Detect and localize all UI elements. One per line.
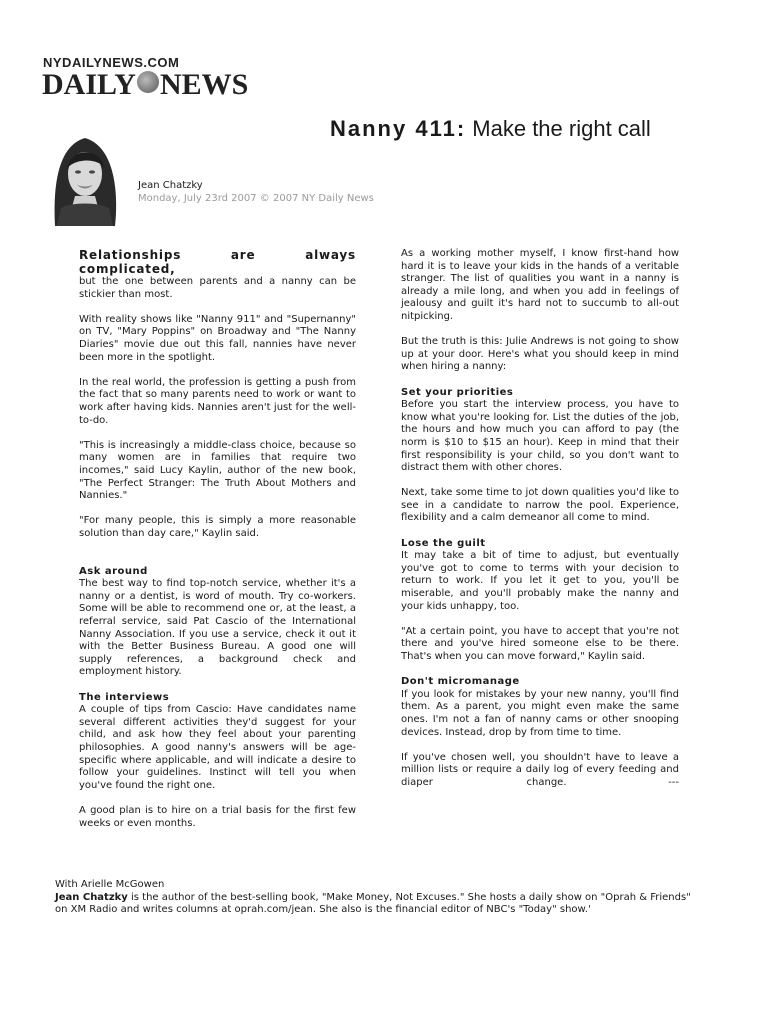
paragraph: Before you start the interview process, you have to know what you're looking for. List the duties of the job, the hours and how much you can afford to pay (the norm is $10 to $15 an hour). Keep in mind that their first responsibility is your child, so you don't want to distract them with other chores. [401, 399, 679, 474]
dateline: Monday, July 23rd 2007 © 2007 NY Daily News [138, 193, 374, 204]
contributor-line: With Arielle McGowen [55, 879, 165, 890]
paragraph: If you look for mistakes by your new nanny, you'll find them. As a parent, you might even make the same ones. I'm not a fan of nanny cams or other snooping devices. Instead, drop by from time to time. [401, 688, 679, 738]
paragraph: In the real world, the profession is getting a push from the fact that so many parents need to work or want to work after having kids. Nannies aren't just for the well-to-do. [79, 376, 356, 426]
paragraph: Next, take some time to jot down qualities you'd like to see in a candidate to narrow the pool. Experience, flexibility and a calm demeanor all come to mind. [401, 487, 679, 524]
logo-right-text: NEWS [159, 68, 249, 101]
final-text: If you've chosen well, you shouldn't have to leave a million lists or require a daily log of every feeding and diaper change. [401, 751, 679, 788]
paragraph: "This is increasingly a middle-class choice, because so many women are in families that require two incomes," said Lucy Kaylin, author of the new book, "The Perfect Stranger: The Truth About Mothers and Nannies." [79, 439, 356, 502]
right-column [401, 248, 679, 802]
headline-sub: Make the right call [466, 116, 651, 141]
subheading-interviews: The interviews [79, 691, 170, 703]
paragraph-final [401, 752, 679, 790]
end-mark: --- [668, 776, 679, 788]
author-bio [55, 879, 695, 917]
lead-paragraph: but the one between parents and a nanny can be stickier than most. [79, 276, 356, 300]
subheading-guilt: Lose the guilt [401, 537, 486, 549]
paragraph: It may take a bit of time to adjust, but eventually you've got to come to terms with your decision to return to work. If you let it get to you, you'll be miserable, and you'll probably make the nanny and your kids unhappy, too. [401, 550, 679, 612]
paragraph: A couple of tips from Cascio: Have candidates name several different activities they'd suggest for your child, and ask how they feel about your parenting philosophies. A good nanny's answers will be age-specific where applicable, and will indicate a desire to follow your guidelines. Instinct will tell you when you've found the right one. [79, 704, 356, 791]
globe-icon [137, 71, 159, 93]
bio-rest: is the author of the best-selling book, "Make Money, Not Excuses." She hosts a daily show on "Oprah & Friends" on XM Radio and writes columns at oprah.com/jean. She also is the financial editor of NBC's "Today" show.' [55, 891, 691, 916]
daily-news-logo [42, 70, 248, 100]
subheading-micromanage: Don't micromanage [401, 676, 520, 688]
subheading-priorities: Set your priorities [401, 386, 514, 398]
paragraph: "At a certain point, you have to accept that you're not there and you've hired someone else to be there. That's when you can move forward," Kaylin said. [401, 625, 679, 662]
logo-left-text: DAILY [42, 68, 136, 101]
article-headline [330, 116, 651, 142]
paragraph: The best way to find top-notch service, whether it's a nanny or a dentist, is word of mouth. Try co-workers. Some will be able to recommend one or, at the least, a referral service, said Pat Cascio of the International Nanny Association. If you use a service, check it out it with the Better Business Bureau. A good one will supply references, a background check and employment history. [79, 578, 356, 678]
author-byline: Jean Chatzky [138, 180, 203, 191]
bio-text [55, 892, 695, 917]
paragraph: With reality shows like "Nanny 911" and "Supernanny" on TV, "Mary Poppins" on Broadway and "The Nanny Diaries" movie due out this fall, nannies have never been more in the spotlight. [79, 313, 356, 363]
left-column [79, 248, 356, 843]
subheading-ask-around: Ask around [79, 565, 148, 577]
paragraph: A good plan is to hire on a trial basis for the first few weeks or even months. [79, 804, 356, 829]
paragraph: As a working mother myself, I know first-hand how hard it is to leave your kids in the hands of a veritable stranger. The list of qualities you want in a nanny is already a mile long, and when you add in feelings of jealousy and guilt it's hard not to succumb to all-out nitpicking. [401, 248, 679, 322]
lead-sentence: Relationships are always complicated, [79, 248, 356, 276]
paragraph: But the truth is this: Julie Andrews is not going to show up at your door. Here's what you should keep in mind when hiring a nanny: [401, 336, 679, 373]
paragraph: "For many people, this is simply a more reasonable solution than day care," Kaylin said. [79, 515, 356, 539]
author-photo [47, 128, 123, 226]
bio-name: Jean Chatzky [55, 891, 128, 903]
headline-main: Nanny 411: [330, 116, 467, 141]
site-url: NYDAILYNEWS.COM [43, 55, 180, 70]
